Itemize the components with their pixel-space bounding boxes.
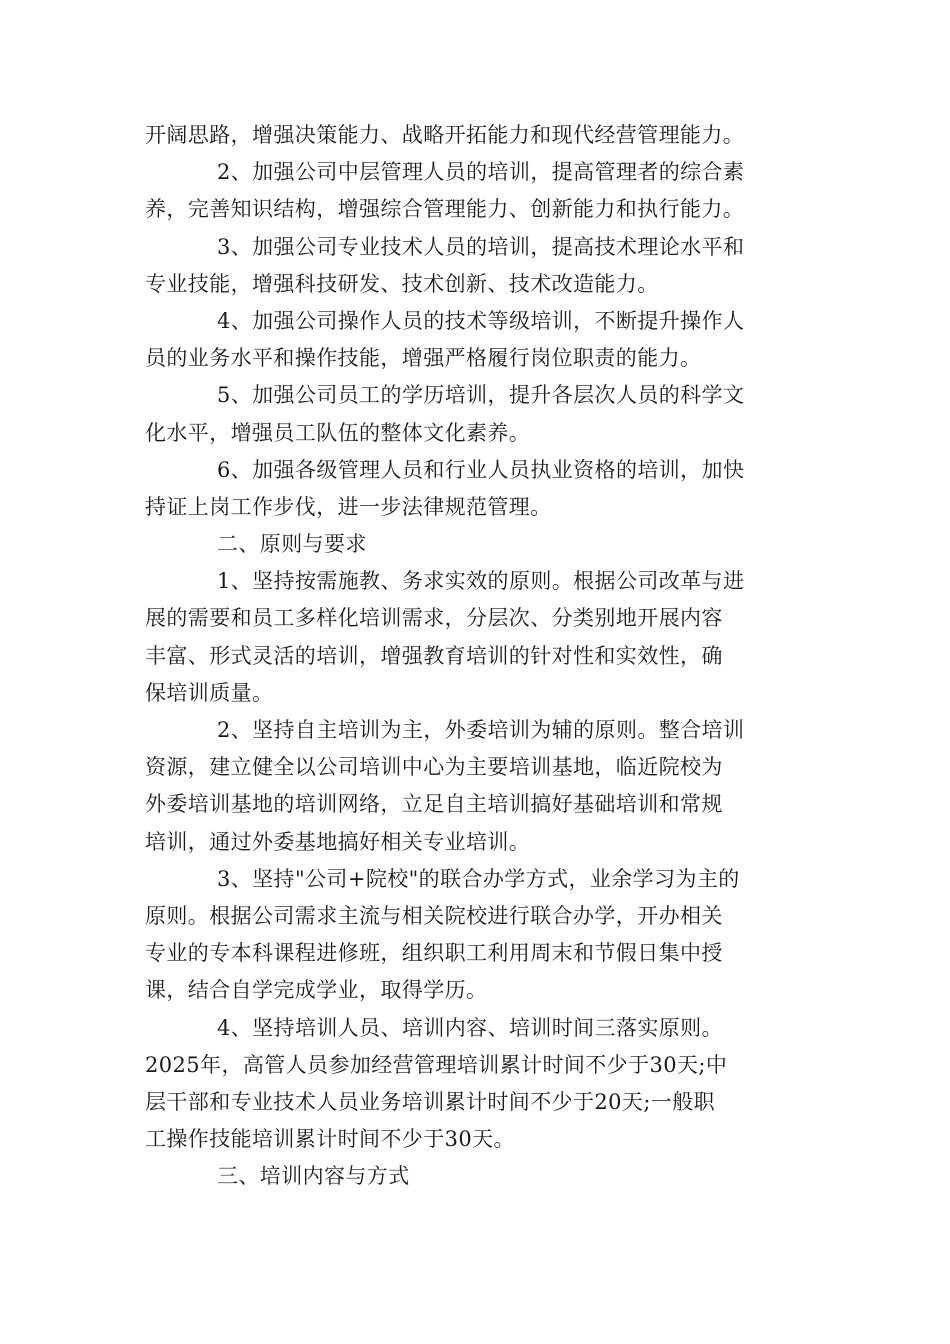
text-line: 持证上岗工作步伐，进一步法律规范管理。 [145,494,552,519]
section-heading: 三、培训内容与方式 [217,1164,410,1189]
text-line: 3、坚持"公司+院校"的联合办学方式，业余学习为主的 [217,866,740,891]
text-line: 工操作技能培训累计时间不少于30天。 [145,1127,515,1152]
text-line: 外委培训基地的培训网络，立足自主培训搞好基础培训和常规 [145,792,723,817]
text-line: 2、坚持自主培训为主，外委培训为辅的原则。整合培训 [217,718,745,742]
text-line: 开阔思路，增强决策能力、战略开拓能力和现代经营管理能力。 [145,123,745,147]
text-line: 展的需要和员工多样化培训需求，分层次、分类别地开展内容 [145,606,723,631]
text-line: 3、加强公司专业技术人员的培训，提高技术理论水平和 [217,234,745,259]
text-line: 资源，建立健全以公司培训中心为主要培训基地，临近院校为 [145,755,723,780]
text-line: 丰富、形式灵活的培训，增强教育培训的针对性和实效性，确 [145,643,723,668]
text-line: 原则。根据公司需求主流与相关院校进行联合办学，开办相关 [145,903,723,928]
text-line: 2025年，高管人员参加经营管理培训累计时间不少于30天;中 [145,1052,728,1077]
text-line: 养，完善知识结构，增强综合管理能力、创新能力和执行能力。 [145,197,745,222]
text-line: 专业技能，增强科技研发、技术创新、技术改造能力。 [145,271,659,296]
text-line: 化水平，增强员工队伍的整体文化素养。 [145,420,531,445]
document-body [145,117,805,1195]
text-line: 6、加强各级管理人员和行业人员执业资格的培训，加快 [217,457,745,482]
text-line: 专业的专本科课程进修班，组织职工利用周末和节假日集中授 [145,941,723,966]
section-heading: 二、原则与要求 [217,532,367,557]
text-line: 课，结合自学完成学业，取得学历。 [145,978,488,1003]
text-line: 培训，通过外委基地搞好相关专业培训。 [145,829,531,854]
text-line: 4、坚持培训人员、培训内容、培训时间三落实原则。 [217,1015,723,1040]
text-line: 1、坚持按需施教、务求实效的原则。根据公司改革与进 [217,569,745,594]
text-line: 员的业务水平和操作技能，增强严格履行岗位职责的能力。 [145,346,702,371]
text-line: 层干部和专业技术人员业务培训累计时间不少于20天;一般职 [145,1089,715,1114]
text-line: 4、加强公司操作人员的技术等级培训，不断提升操作人 [217,308,745,333]
text-line: 5、加强公司员工的学历培训，提升各层次人员的科学文 [217,383,745,408]
text-line: 保培训质量。 [145,680,274,705]
text-line: 2、加强公司中层管理人员的培训，提高管理者的综合素 [217,160,745,185]
